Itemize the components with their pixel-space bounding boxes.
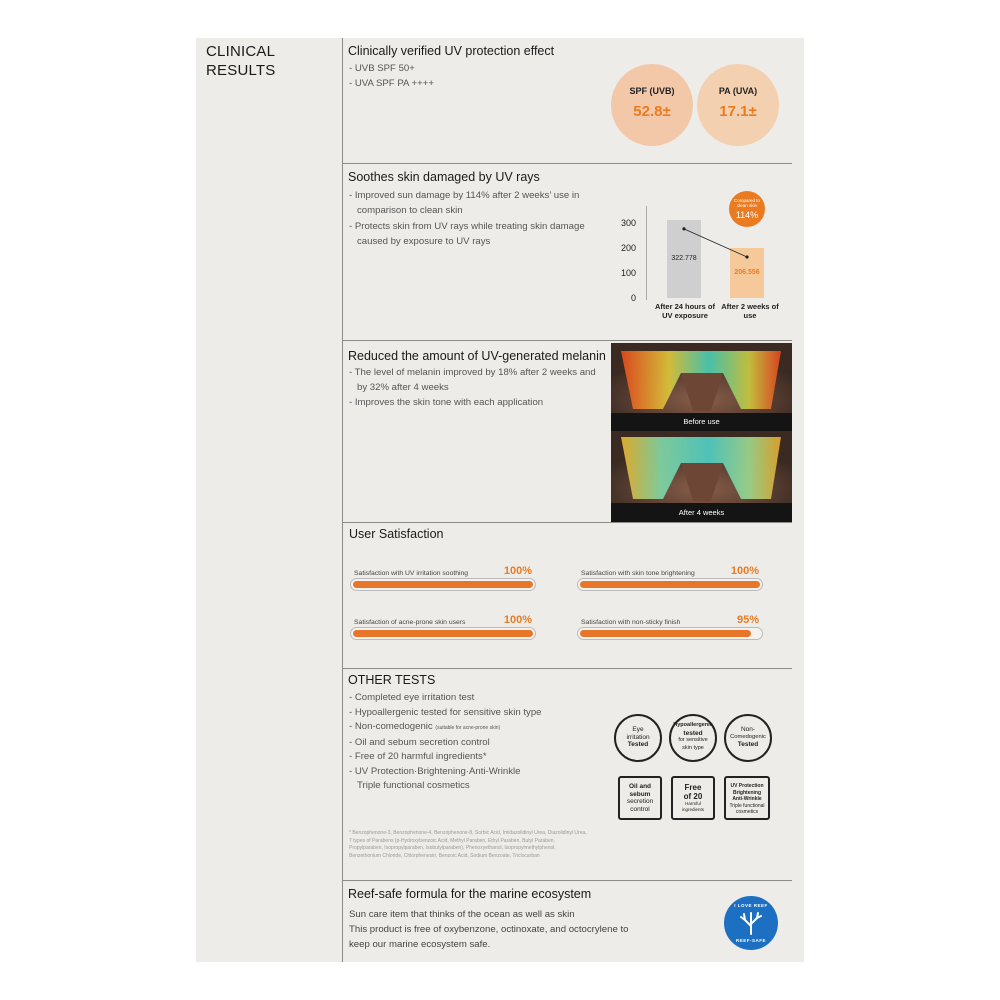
soothe-heading: Soothes skin damaged by UV rays [348, 170, 540, 184]
progress-fill [580, 630, 751, 637]
uv-protection-section [343, 38, 792, 163]
y-tick: 100 [620, 268, 636, 278]
trend-point [682, 227, 685, 230]
melanin-heading: Reduced the amount of UV-generated melanin [348, 349, 606, 363]
progress-track [577, 627, 763, 640]
other-bullets: - Completed eye irritation test - Hypoallergenic tested for sensitive skin type - Non-comedogenic (suitable for acne-prone skin) - Oil and sebum secretion control - Free of 20 harmful ingredients* - UV Protection·Brightening·Anti-Wrinkle Triple functional cosmetics [349, 692, 542, 791]
progress-track [350, 627, 536, 640]
satisfaction-item: Satisfaction with UV irritation soothing 100% [350, 565, 536, 590]
caption-before: Before use [683, 417, 720, 426]
x-label: After 24 hours of UV exposure [654, 302, 715, 320]
progress-fill [353, 581, 533, 588]
y-tick: 0 [630, 293, 636, 303]
eye-irritation-badge: Eye irritation Tested [614, 714, 662, 762]
caption-after: After 4 weeks [678, 508, 725, 517]
reef-safe-badge: I LOVE REEF REEF-SAFE [724, 896, 778, 950]
progress-fill [580, 581, 760, 588]
other-tests-section [343, 669, 792, 879]
free-of-20-badge: Free of 20 Harmful ingredients [671, 776, 715, 820]
non-comedogenic-badge: Non- Comedogenic Tested [724, 714, 772, 762]
uv-damage-chart [612, 186, 792, 336]
satisfaction-heading: User Satisfaction [349, 527, 444, 541]
oil-sebum-badge: Oil and sebum secretion control [618, 776, 662, 820]
reef-text: Sun care item that thinks of the ocean as well as skin This product is free of oxybenzone, octinoxate, and octocrylene to keep our marine ecosystem safe. [349, 909, 629, 950]
hypoallergenic-badge: Hypoallergenic tested for sensitive skin type [669, 714, 717, 762]
trend-line-segment [684, 229, 747, 257]
melanin-heatmap-before [611, 343, 792, 413]
x-label: After 2 weeks of use [721, 302, 779, 320]
triple-functional-badge: UV Protection Brightening Anti-Wrinkle Triple functional cosmetics [724, 776, 770, 820]
satisfaction-item: Satisfaction with non-sticky finish 95% [577, 614, 763, 639]
bar-value-label: 322.778 [671, 254, 697, 262]
soothe-bullets: - Improved sun damage by 114% after 2 weeks’ use in comparison to clean skin - Protects skin from UV rays while treating skin damage caused by exposure to UV rays [349, 190, 585, 247]
uv-bullets: - UVB SPF 50+ - UVA SPF PA ++++ [349, 63, 434, 89]
y-tick: 300 [620, 218, 636, 228]
progress-fill [353, 630, 533, 637]
reef-heading: Reef-safe formula for the marine ecosystem [348, 887, 592, 901]
progress-track [577, 578, 763, 591]
footnote: * Benzophenone-3, Benzophenone-4, Benzophenone-8, Sorbic Acid, Imidazolidinyl Urea, Diazolidinyl Urea, 7 types of Parabens (p-Hydroxybenzoic Acid, Methyl Paraben, Ethyl Paraben, Butyl Paraben, Propylparaben, Isopropylparaben, Isobutylparaben), Phenoxyethanol, Isopropylmethylphenol, Benzethonium Chloride, Chlorphenesin, Benzoic Acid, Sodium Benzoate, Triclocarban [349, 830, 587, 859]
section-title: CLINICAL RESULTS [206, 43, 276, 79]
pa-circle: PA (UVA) 17.1± [697, 64, 779, 146]
melanin-bullets: - The level of melanin improved by 18% after 2 weeks and by 32% after 4 weeks - Improves the skin tone with each application [349, 367, 596, 408]
uv-heading: Clinically verified UV protection effect [348, 44, 555, 58]
trend-point [745, 255, 748, 258]
comparison-callout: Compared to clean skin 114% [729, 191, 765, 227]
bar-value-label: 206.556 [734, 268, 760, 276]
other-heading: OTHER TESTS [348, 673, 436, 687]
before-image [611, 343, 792, 431]
after-image [611, 431, 792, 522]
spf-circle: SPF (UVB) 52.8± [611, 64, 693, 146]
progress-track [350, 578, 536, 591]
satisfaction-section [343, 523, 792, 668]
y-tick: 200 [620, 243, 636, 253]
satisfaction-item: Satisfaction of acne-prone skin users 100% [350, 614, 536, 639]
melanin-heatmap-after [611, 431, 792, 503]
satisfaction-item: Satisfaction with skin tone brightening 100% [577, 565, 763, 590]
